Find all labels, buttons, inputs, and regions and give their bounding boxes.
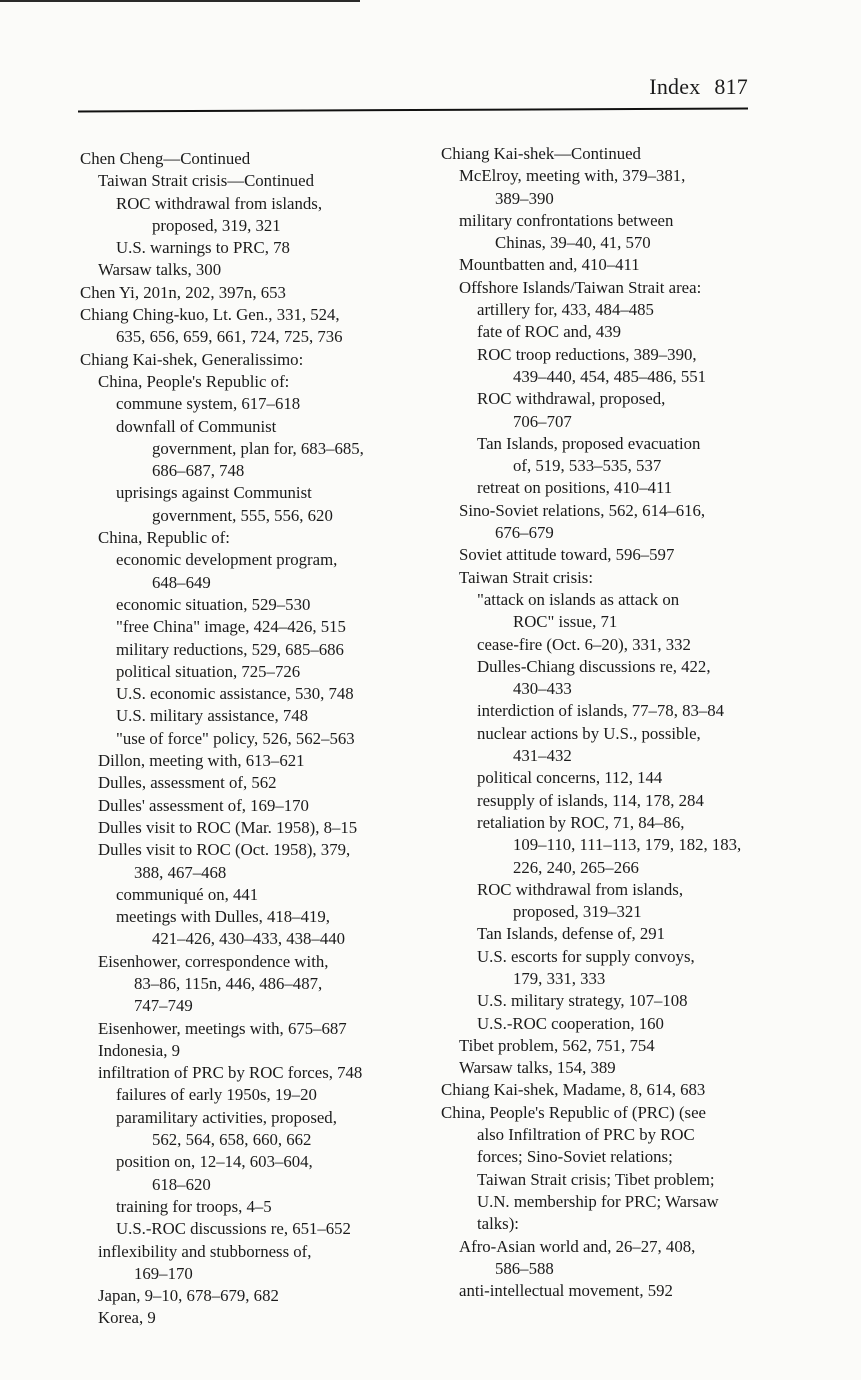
index-line: Tan Islands, defense of, 291 xyxy=(477,924,666,944)
index-line: U.S. military strategy, 107–108 xyxy=(477,991,688,1011)
index-line: ROC withdrawal, proposed, xyxy=(477,389,666,409)
index-line: 439–440, 454, 485–486, 551 xyxy=(513,366,706,386)
index-column-left xyxy=(80,148,425,1330)
index-line: ROC withdrawal from islands, xyxy=(116,193,323,213)
index-line: military reductions, 529, 685–686 xyxy=(116,639,344,659)
index-line: 648–649 xyxy=(152,572,211,592)
index-line: Taiwan Strait crisis—Continued xyxy=(98,171,315,191)
index-line: Dulles' assessment of, 169–170 xyxy=(98,795,309,815)
index-line: China, Republic of: xyxy=(98,528,230,548)
index-line: uprisings against Communist xyxy=(116,483,312,503)
index-line: position on, 12–14, 603–604, xyxy=(116,1152,313,1172)
index-line: economic situation, 529–530 xyxy=(116,594,311,614)
index-line: 686–687, 748 xyxy=(152,461,245,481)
index-line: Indonesia, 9 xyxy=(98,1040,181,1060)
index-line: Mountbatten and, 410–411 xyxy=(459,255,640,275)
index-line: retaliation by ROC, 71, 84–86, xyxy=(477,812,685,832)
index-line: retreat on positions, 410–411 xyxy=(477,478,673,498)
index-line: government, plan for, 683–685, xyxy=(152,438,364,458)
index-line: 389–390 xyxy=(495,188,554,208)
index-line: fate of ROC and, 439 xyxy=(477,322,622,342)
index-line: China, People's Republic of: xyxy=(98,371,290,391)
index-line: Chiang Ching-kuo, Lt. Gen., 331, 524, xyxy=(80,305,340,325)
index-line: 421–426, 430–433, 438–440 xyxy=(152,929,345,949)
index-line: 83–86, 115n, 446, 486–487, xyxy=(134,973,323,993)
index-line: 562, 564, 658, 660, 662 xyxy=(152,1130,312,1150)
index-line: McElroy, meeting with, 379–381, xyxy=(459,166,686,186)
index-line: Eisenhower, meetings with, 675–687 xyxy=(98,1018,347,1038)
index-line: artillery for, 433, 484–485 xyxy=(477,300,654,320)
index-line: economic development program, xyxy=(116,550,338,570)
index-line: 169–170 xyxy=(134,1263,193,1283)
index-line: cease-fire (Oct. 6–20), 331, 332 xyxy=(477,634,691,654)
index-line: Korea, 9 xyxy=(98,1308,156,1328)
index-line: Sino-Soviet relations, 562, 614–616, xyxy=(459,500,706,520)
index-line: ROC troop reductions, 389–390, xyxy=(477,344,697,364)
index-column-right xyxy=(441,143,841,1302)
index-line: also Infiltration of PRC by ROC xyxy=(477,1125,695,1145)
index-line: infiltration of PRC by ROC forces, 748 xyxy=(98,1063,363,1083)
index-line: 747–749 xyxy=(134,996,193,1016)
index-line: Dulles visit to ROC (Mar. 1958), 8–15 xyxy=(98,817,358,837)
index-line: 109–110, 111–113, 179, 182, 183, xyxy=(513,835,742,855)
index-line: Chiang Kai-shek—Continued xyxy=(441,144,641,163)
index-line: nuclear actions by U.S., possible, xyxy=(477,723,701,743)
index-line: 430–433 xyxy=(513,679,572,699)
index-line: Soviet attitude toward, 596–597 xyxy=(459,545,675,565)
index-line: resupply of islands, 114, 178, 284 xyxy=(477,790,704,810)
index-line: Dulles, assessment of, 562 xyxy=(98,773,277,793)
index-line: government, 555, 556, 620 xyxy=(152,505,333,525)
index-line: Eisenhower, correspondence with, xyxy=(98,951,329,971)
index-line: Warsaw talks, 300 xyxy=(98,260,222,280)
index-line: military confrontations between xyxy=(459,210,674,230)
index-line: U.S. military assistance, 748 xyxy=(116,706,309,726)
index-line: Tibet problem, 562, 751, 754 xyxy=(459,1035,655,1055)
index-line: Taiwan Strait crisis: xyxy=(459,567,593,587)
index-line: "use of force" policy, 526, 562–563 xyxy=(116,728,355,748)
index-line: 388, 467–468 xyxy=(134,862,227,882)
index-line: Chiang Kai-shek, Madame, 8, 614, 683 xyxy=(441,1080,706,1100)
index-line: downfall of Communist xyxy=(116,416,277,436)
section-title: Index xyxy=(649,74,701,99)
index-line: anti-intellectual movement, 592 xyxy=(459,1281,673,1301)
index-line: Chinas, 39–40, 41, 570 xyxy=(495,233,651,253)
index-line: political situation, 725–726 xyxy=(116,661,301,681)
index-line: 706–707 xyxy=(513,411,572,431)
index-line: ROC" issue, 71 xyxy=(513,612,618,632)
index-line: Dillon, meeting with, 613–621 xyxy=(98,751,305,771)
top-edge-rule xyxy=(0,0,360,2)
index-line: 635, 656, 659, 661, 724, 725, 736 xyxy=(116,327,343,347)
index-line: Warsaw talks, 154, 389 xyxy=(459,1058,616,1078)
index-line: Taiwan Strait crisis; Tibet problem; xyxy=(477,1169,715,1189)
index-line: paramilitary activities, proposed, xyxy=(116,1107,337,1127)
index-line: failures of early 1950s, 19–20 xyxy=(116,1085,317,1105)
index-line: U.S.-ROC discussions re, 651–652 xyxy=(116,1219,351,1239)
index-line: 179, 331, 333 xyxy=(513,968,606,988)
index-line: Chen Cheng—Continued xyxy=(80,149,251,168)
index-line: interdiction of islands, 77–78, 83–84 xyxy=(477,701,725,721)
index-line: Dulles visit to ROC (Oct. 1958), 379, xyxy=(98,840,351,860)
index-line: Tan Islands, proposed evacuation xyxy=(477,433,701,453)
header-rule xyxy=(78,108,748,113)
index-line: communiqué on, 441 xyxy=(116,884,259,904)
index-line: proposed, 319, 321 xyxy=(152,215,281,235)
index-line: Dulles-Chiang discussions re, 422, xyxy=(477,656,711,676)
index-line: Chen Yi, 201n, 202, 397n, 653 xyxy=(80,282,286,302)
index-line: 676–679 xyxy=(495,523,554,543)
index-line: U.S. escorts for supply convoys, xyxy=(477,946,695,966)
running-head xyxy=(635,74,748,100)
index-line: 618–620 xyxy=(152,1174,211,1194)
index-line: 431–432 xyxy=(513,746,572,766)
index-line: Offshore Islands/Taiwan Strait area: xyxy=(459,277,702,297)
index-line: Afro-Asian world and, 26–27, 408, xyxy=(459,1236,696,1256)
index-line: U.N. membership for PRC; Warsaw xyxy=(477,1191,719,1211)
index-line: U.S.-ROC cooperation, 160 xyxy=(477,1013,664,1033)
index-line: commune system, 617–618 xyxy=(116,394,301,414)
index-line: U.S. warnings to PRC, 78 xyxy=(116,238,290,258)
index-line: 226, 240, 265–266 xyxy=(513,857,639,877)
page-header xyxy=(80,74,748,104)
page-number: 817 xyxy=(714,74,748,99)
index-line: ROC withdrawal from islands, xyxy=(477,879,684,899)
index-line: talks): xyxy=(477,1214,519,1234)
index-line: 586–588 xyxy=(495,1258,554,1278)
index-line: China, People's Republic of (PRC) (see xyxy=(441,1102,706,1122)
index-line: U.S. economic assistance, 530, 748 xyxy=(116,684,354,704)
index-line: Japan, 9–10, 678–679, 682 xyxy=(98,1286,279,1306)
index-line: proposed, 319–321 xyxy=(513,902,642,922)
index-line: political concerns, 112, 144 xyxy=(477,768,663,788)
index-line: of, 519, 533–535, 537 xyxy=(513,456,662,476)
index-line: training for troops, 4–5 xyxy=(116,1196,272,1216)
index-line: "free China" image, 424–426, 515 xyxy=(116,617,346,637)
index-line: "attack on islands as attack on xyxy=(477,589,680,609)
index-line: forces; Sino-Soviet relations; xyxy=(477,1147,673,1167)
index-line: Chiang Kai-shek, Generalissimo: xyxy=(80,349,304,369)
index-line: inflexibility and stubborness of, xyxy=(98,1241,312,1261)
index-line: meetings with Dulles, 418–419, xyxy=(116,907,330,927)
